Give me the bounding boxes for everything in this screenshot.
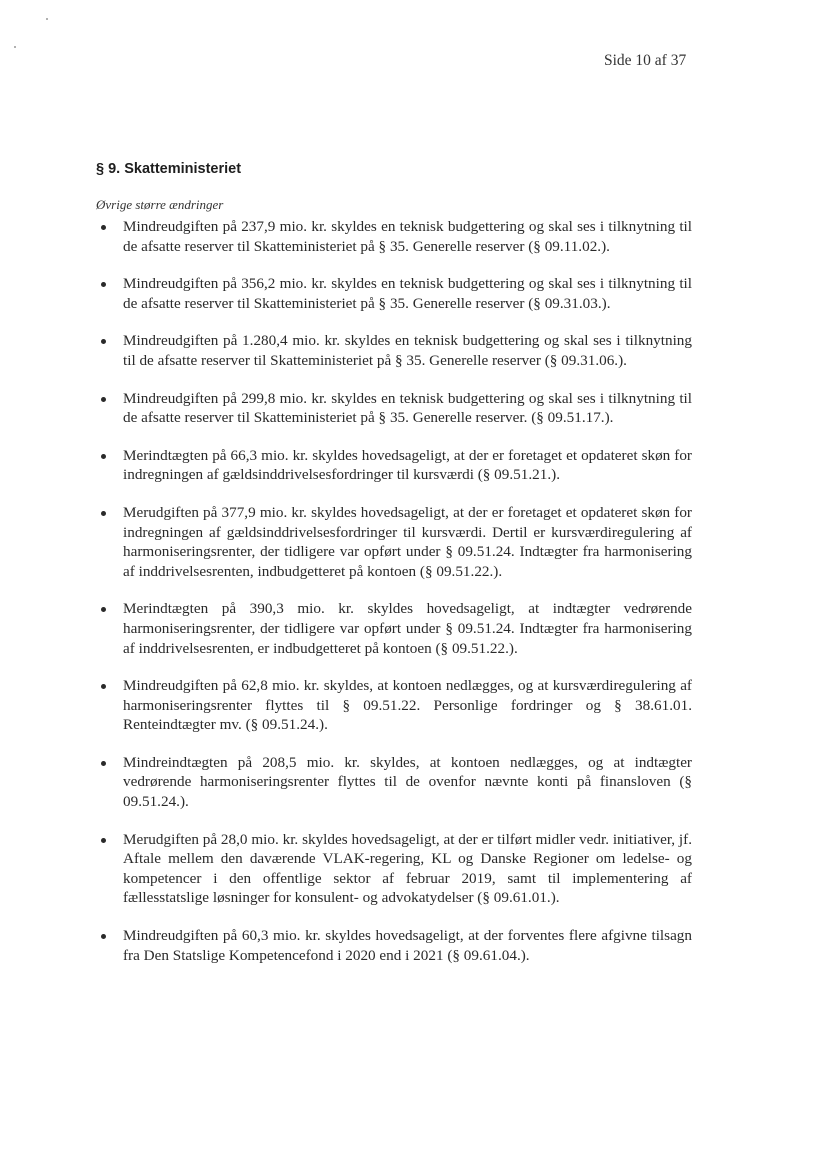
list-item [96,389,692,428]
list-item-text: Merudgiften på 377,9 mio. kr. skyldes hovedsageligt, at der er foretaget et opdateret skøn for indregningen af gældsinddrivelsesfordringer til kursværdi. Dertil er kursværdiregulering af harmoniseringsrenter, der tidligere var opført under § 09.51.24. Indtægter fra harmonisering af inddrivelsesrenten, indbudgetteret på kontoen (§ 09.51.22.). [123,503,692,580]
list-item-text: Mindreudgiften på 1.280,4 mio. kr. skyldes en teknisk budgettering og skal ses i tilknytning til de afsatte reserver til Skatteministeriet på § 35. Generelle reserver (§ 09.31.06.). [123,332,692,369]
bullet-icon [101,282,106,287]
list-item [96,753,692,812]
list-item [96,830,692,908]
list-item [96,599,692,658]
bullet-icon [101,761,106,766]
list-item [96,446,692,485]
list-item-text: Mindreudgiften på 62,8 mio. kr. skyldes, at kontoen nedlægges, og at kursværdiregulering af harmoniseringsrenter flyttes til § 09.51.22. Personlige fordringer og § 38.61.01. Renteindtægter mv. (§ 09.51.24.). [123,677,692,734]
bullet-icon [101,684,106,689]
list-item-text: Mindreindtægten på 208,5 mio. kr. skyldes, at kontoen nedlægges, og at indtægter vedrørende harmoniseringsrenter flyttes til de ovenfor nævnte konti på finansloven (§ 09.51.24.). [123,753,692,811]
bullet-icon [101,454,106,459]
list-item-text: Merindtægten på 390,3 mio. kr. skyldes hovedsageligt, at indtægter vedrørende harmoniseringsrenter, der tidligere var opført under § 09.51.24. Indtægter fra harmonisering af inddrivelsesrenten, er indbudgetteret på kontoen (§ 09.51.22.). [123,600,692,657]
bullet-icon [101,511,106,516]
scan-speck [14,46,16,48]
page-number: Side 10 af 37 [604,52,687,69]
list-item [96,274,692,313]
section-title: § 9. Skatteministeriet [96,161,242,177]
bullet-icon [101,339,106,344]
list-item-text: Merudgiften på 28,0 mio. kr. skyldes hovedsageligt, at der er tilført midler vedr. initiativer, jf. Aftale mellem den daværende VLAK-regering, KL og Danske Regioner om ledelse- og kompetencer i den offentlige sektor af februar 2019, samt til implementering af fællesstatslige løsninger for konsulent- og advokatydelser (§ 09.61.01.). [123,830,692,907]
list-item-text: Mindreudgiften på 299,8 mio. kr. skyldes en teknisk budgettering og skal ses i tilknytning til de afsatte reserver til Skatteministeriet på § 35. Generelle reserver. (§ 09.51.17.). [123,389,692,427]
bullet-icon [101,225,106,230]
list-item-text: Merindtægten på 66,3 mio. kr. skyldes hovedsageligt, at der er foretaget et opdateret skøn for indregningen af gældsinddrivelsesfordringer til kursværdi (§ 09.51.21.). [123,446,692,484]
bullet-icon [101,397,106,402]
bullet-icon [101,607,106,612]
bullet-icon [101,838,106,843]
scan-speck [46,18,48,20]
list-item [96,926,692,965]
list-item [96,331,692,370]
list-item [96,217,692,256]
list-item [96,503,692,581]
list-item-text: Mindreudgiften på 356,2 mio. kr. skyldes en teknisk budgettering og skal ses i tilknytning til de afsatte reserver til Skatteministeriet på § 35. Generelle reserver (§ 09.31.03.). [123,275,692,312]
list-item-text: Mindreudgiften på 60,3 mio. kr. skyldes hovedsageligt, at der forventes flere afgivne tilsagn fra Den Statslige Kompetencefond i 2020 end i 2021 (§ 09.61.04.). [123,927,692,964]
bullet-list [96,217,692,983]
bullet-icon [101,934,106,939]
list-item-text: Mindreudgiften på 237,9 mio. kr. skyldes en teknisk budgettering og skal ses i tilknytning til de afsatte reserver til Skatteministeriet på § 35. Generelle reserver (§ 09.11.02.). [123,218,692,255]
list-item [96,676,692,735]
section-subtitle: Øvrige større ændringer [96,197,224,212]
